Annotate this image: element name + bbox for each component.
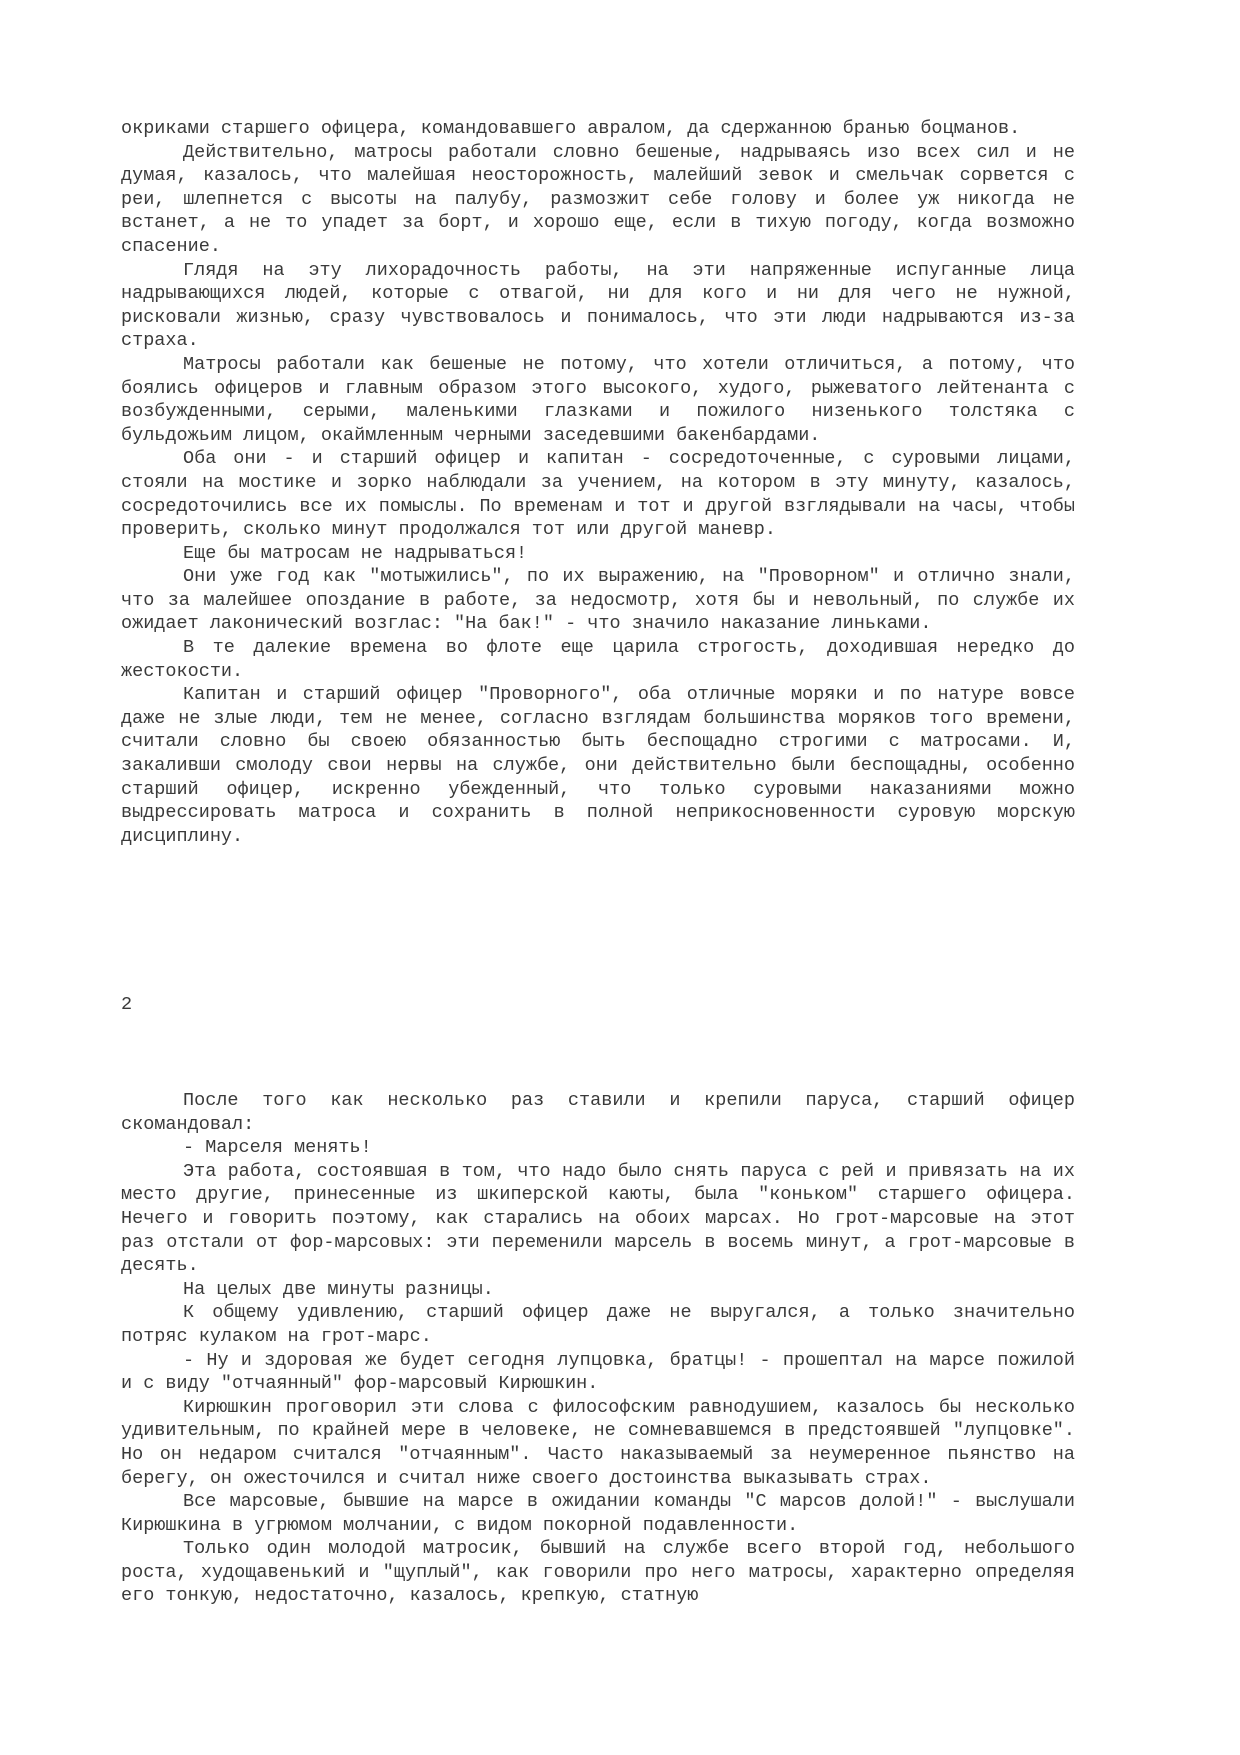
text-section-2 bbox=[121, 1089, 1075, 1608]
paragraph: - Ну и здоровая же будет сегодня лупцовка, братцы! - прошептал на марсе пожилой и с виду "отчаянный" фор-марсовый Кирюшкин. bbox=[121, 1349, 1075, 1395]
paragraph: Капитан и старший офицер "Проворного", оба отличные моряки и по натуре вовсе даже не злые люди, тем не менее, согласно взглядам большинства моряков того времени, считали словно бы своею обязанностью быть беспощадно строгими с матросами. И, закаливши смолоду свои нервы на службе, они действительно были беспощадны, особенно старший офицер, искренно убежденный, что только суровыми наказаниями можно выдрессировать матроса и сохранить в полной неприкосновенности суровую морскую дисциплину. bbox=[121, 684, 1075, 847]
paragraph: Глядя на эту лихорадочность работы, на эти напряженные испуганные лица надрывающихся людей, которые с отвагой, ни для кого и ни для чего не нужной, рисковали жизнью, сразу чувствовалось и понималось, что эти люди надрываются из-за страха. bbox=[121, 259, 1075, 352]
paragraph: В те далекие времена во флоте еще царила строгость, доходившая нередко до жестокости. bbox=[121, 637, 1075, 682]
paragraph: Они уже год как "мотыжились", по их выражению, на "Проворном" и отлично знали, что за малейшее опоздание в работе, за недосмотр, хотя бы и невольный, по службе их ожидает лаконический возглас: "На бак!" - что значило наказание линьками. bbox=[121, 566, 1075, 635]
paragraph: Только один молодой матросик, бывший на службе всего второй год, небольшого роста, худощавенький и "щуплый", как говорили про него матросы, характерно определяя его тонкую, недостаточно, казалось, крепкую, статную bbox=[121, 1538, 1075, 1607]
paragraph: Действительно, матросы работали словно бешеные, надрываясь изо всех сил и не думая, казалось, что малейшая неосторожность, малейший зевок и смельчак сорвется с реи, шлепнется с высоты на палубу, размозжит себе голову и более уж никогда не встанет, а не то упадет за борт, и хорошо еще, если в тихую погоду, когда возможно спасение. bbox=[121, 141, 1075, 257]
paragraph: Все марсовые, бывшие на марсе в ожидании команды "С марсов долой!" - выслушали Кирюшкина в угрюмом молчании, с видом покорной подавленности. bbox=[121, 1491, 1075, 1536]
text-section-1 bbox=[121, 117, 1075, 848]
paragraph: - Марселя менять! bbox=[183, 1137, 372, 1159]
paragraph: Эта работа, состоявшая в том, что надо было снять паруса с рей и привязать на их место другие, принесенные из шкиперской каюты, была "коньком" старшего офицера. Нечего и говорить поэтому, как старались на обоих марсах. Но грот-марсовые на этот раз отстали от фор-марсовых: эти переменили марсель в восемь минут, а грот-марсовые в десять. bbox=[121, 1160, 1075, 1277]
paragraph: Матросы работали как бешеные не потому, что хотели отличиться, а потому, что боялись офицеров и главным образом этого высокого, худого, рыжеватого лейтенанта с возбужденными, серыми, маленькими глазками и пожилого низенького толстяка с бульдожьим лицом, окаймленным черными заседевшими бакенбардами. bbox=[121, 353, 1075, 446]
paragraph: После того как несколько раз ставили и крепили паруса, старший офицер скомандовал: bbox=[121, 1090, 1075, 1135]
paragraph: На целых две минуты разницы. bbox=[183, 1278, 494, 1300]
paragraph: окриками старшего офицера, командовавшего авралом, да сдержанною бранью боцманов. bbox=[121, 118, 1021, 139]
paragraph: Кирюшкин проговорил эти слова с философским равнодушием, казалось бы несколько удивительным, по крайней мере в человеке, не сомневавшемся в предстоявшей "лупцовке". Но он недаром считался "отчаянным". Часто наказываемый за неумеренное пьянство на берегу, он ожесточился и считал ниже своего достоинства выказывать страх. bbox=[121, 1396, 1075, 1489]
paragraph: Оба они - и старший офицер и капитан - сосредоточенные, с суровыми лицами, стояли на мостике и зорко наблюдали за учением, на котором в эту минуту, казалось, сосредоточились все их помыслы. По временам и тот и другой взглядывали на часы, чтобы проверить, сколько минут продолжался тот или другой маневр. bbox=[121, 448, 1075, 541]
paragraph: К общему удивлению, старший офицер даже не выругался, а только значительно потряс кулаком на грот-марс. bbox=[121, 1302, 1075, 1347]
page-number: 2 bbox=[121, 994, 133, 1015]
paragraph: Еще бы матросам не надрываться! bbox=[183, 542, 528, 564]
